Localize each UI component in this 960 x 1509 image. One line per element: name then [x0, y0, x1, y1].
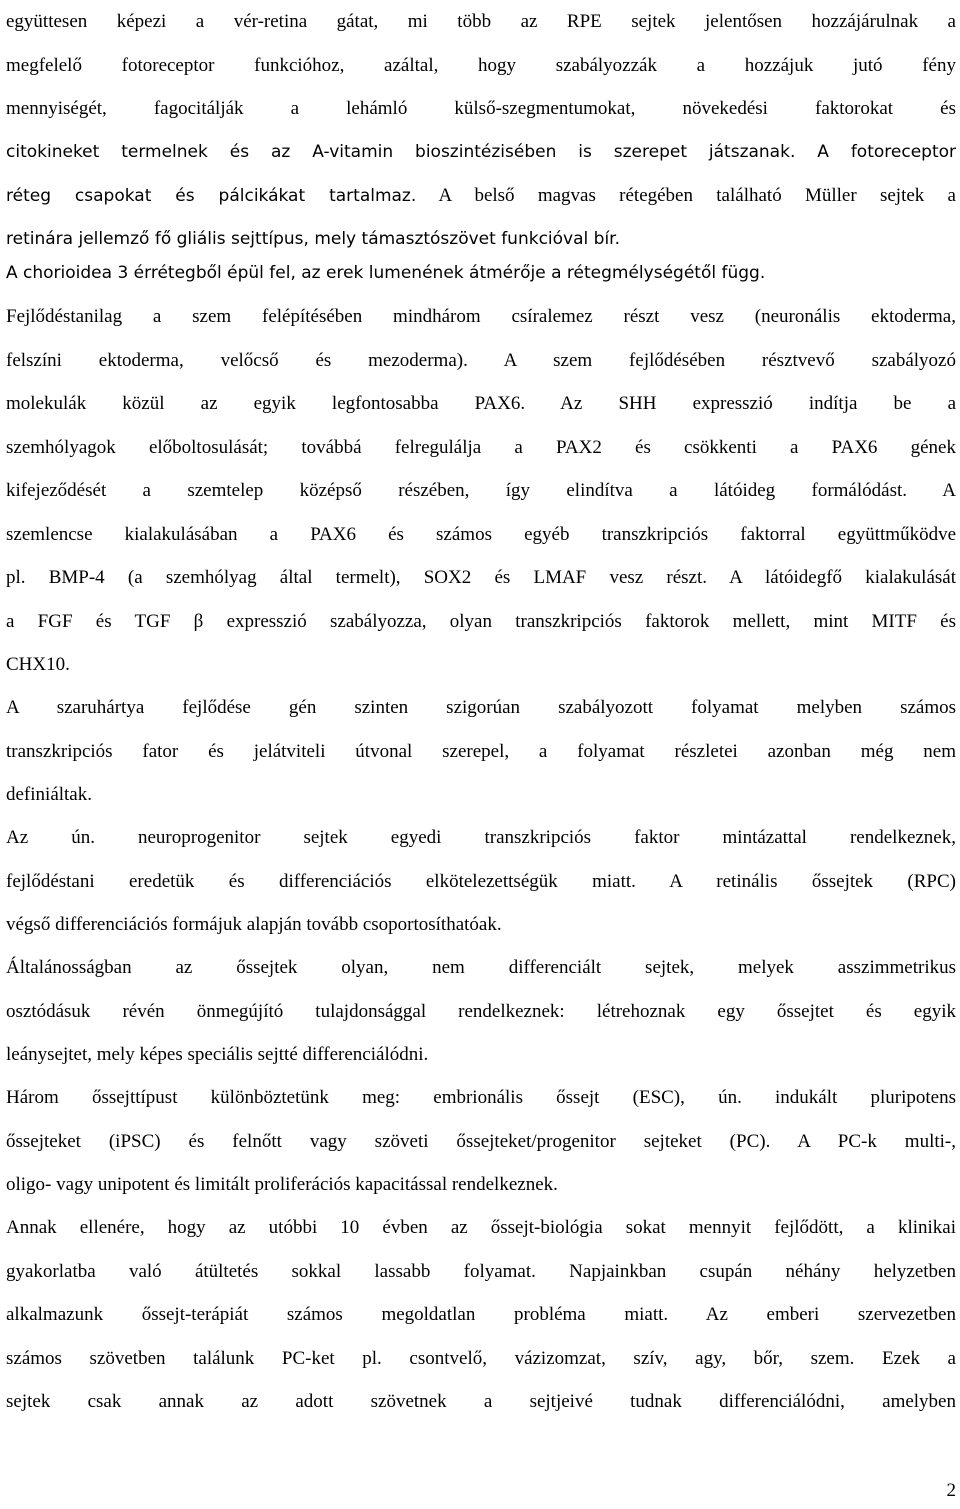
paragraph-neuroprogenitor [6, 816, 956, 947]
text-line: Az ún. neuroprogenitor sejtek egyedi transzkripciós faktor mintázattal rendelkeznek, [6, 827, 956, 848]
text-line: együttesen képezi a vér-retina gátat, mi több az RPE sejtek jelentősen hozzájárulnak a [6, 11, 956, 32]
paragraph-chorioidea [6, 252, 956, 296]
text-line: transzkripciós fator és jelátviteli útvonal szerepel, a folyamat részletei azonban még nem [6, 740, 956, 762]
paragraph-retina-layers [6, 0, 956, 261]
paragraph-cornea [6, 686, 956, 817]
text-line: gyakorlatba való átültetés sokkal lassabb folyamat. Napjainkban csupán néhány helyzetben [6, 1260, 956, 1282]
text-line: megfelelő fotoreceptor funkcióhoz, azáltal, hogy szabályozzák a hozzájuk jutó fény [6, 54, 956, 76]
text-line: kifejeződését a szemtelep középső részében, így elindítva a látóideg formálódást. A [6, 480, 956, 501]
paragraph-clinical-practice [6, 1206, 956, 1424]
text-line: oligo- vagy unipotent és limitált proliferációs kapacitással rendelkeznek. [6, 1174, 558, 1195]
text-line: molekulák közül az egyik legfontosabba PAX6. Az SHH expresszió indítja be a [6, 393, 956, 414]
text-line [6, 174, 956, 218]
text-line: sejtek csak annak az adott szövetnek a sejtjeivé tudnak differenciálódni, amelyben [6, 1391, 956, 1412]
text-line: Annak ellenére, hogy az utóbbi 10 évben az őssejt-biológia sokat mennyit fejlődött, a klinikai [6, 1217, 956, 1238]
text-line: szemlencse kialakulásában a PAX6 és számos egyéb transzkripciós faktorral együttműködve [6, 523, 956, 545]
text-line: retinára jellemző fő gliális sejttípus, mely támasztószövet funkcióval bír. [6, 228, 621, 249]
text-line: felszíni ektoderma, velőcső és mezoderma). A szem fejlődésében résztvevő szabályozó [6, 349, 956, 371]
text-line: Fejlődéstanilag a szem felépítésében mindhárom csíralemez részt vesz (neuronális ektoderma, [6, 306, 956, 327]
text-run-sans: réteg csapokat és pálcikákat tartalmaz. [6, 186, 417, 206]
text-line: leánysejtet, mely képes speciális sejtté differenciálódni. [6, 1044, 429, 1065]
text-line: szemhólyagok előboltosulását; továbbá felregulálja a PAX2 és csökkenti a PAX6 gének [6, 436, 956, 458]
text-line: Általánosságban az őssejtek olyan, nem differenciált sejtek, melyek asszimmetrikus [6, 957, 956, 978]
text-line: számos szövetben találunk PC-ket pl. csontvelő, vázizomzat, szív, agy, bőr, szem. Ezek a [6, 1347, 956, 1369]
page-number: 2 [946, 1480, 956, 1501]
text-line: definiáltak. [6, 784, 92, 805]
text-line: Három őssejttípust különböztetünk meg: embrionális őssejt (ESC), ún. indukált pluripotens [6, 1087, 956, 1108]
text-line: alkalmazunk őssejt-terápiát számos megoldatlan probléma miatt. Az emberi szervezetben [6, 1304, 956, 1325]
text-line: a FGF és TGF β expresszió szabályozza, olyan transzkripciós faktorok mellett, mint MITF és [6, 610, 956, 632]
text-line: fejlődéstani eredetük és differenciációs elkötelezettségük miatt. A retinális őssejtek (RPC) [6, 870, 956, 892]
text-line: A szaruhártya fejlődése gén szinten szigorúan szabályozott folyamat melyben számos [6, 697, 956, 718]
text-line: végső differenciációs formájuk alapján tovább csoportosíthatóak. [6, 914, 502, 935]
text-line: citokineket termelnek és az A-vitamin bioszintézisében is szerepet játszanak. A fotoreceptor [6, 141, 956, 162]
text-run-serif: A belső magvas rétegében található Müller sejtek a [416, 185, 956, 206]
paragraph-stem-cells [6, 946, 956, 1077]
paragraph-stem-cell-types [6, 1076, 956, 1207]
text-line: pl. BMP-4 (a szemhólyag által termelt), SOX2 és LMAF vesz részt. A látóidegfő kialakulását [6, 567, 956, 588]
text-line: CHX10. [6, 654, 70, 675]
text-line: mennyiségét, fagocitálják a lehámló külső-szegmentumokat, növekedési faktorokat és [6, 98, 956, 119]
text-line: A chorioidea 3 érrétegből épül fel, az erek lumenének átmérője a rétegmélységétől függ. [6, 263, 766, 283]
text-line: őssejteket (iPSC) és felnőtt vagy szöveti őssejteket/progenitor sejteket (PC). A PC-k multi-, [6, 1130, 956, 1152]
paragraph-eye-development [6, 295, 956, 687]
text-line: osztódásuk révén önmegújító tulajdonsággal rendelkeznek: létrehoznak egy őssejtet és egyik [6, 1000, 956, 1022]
